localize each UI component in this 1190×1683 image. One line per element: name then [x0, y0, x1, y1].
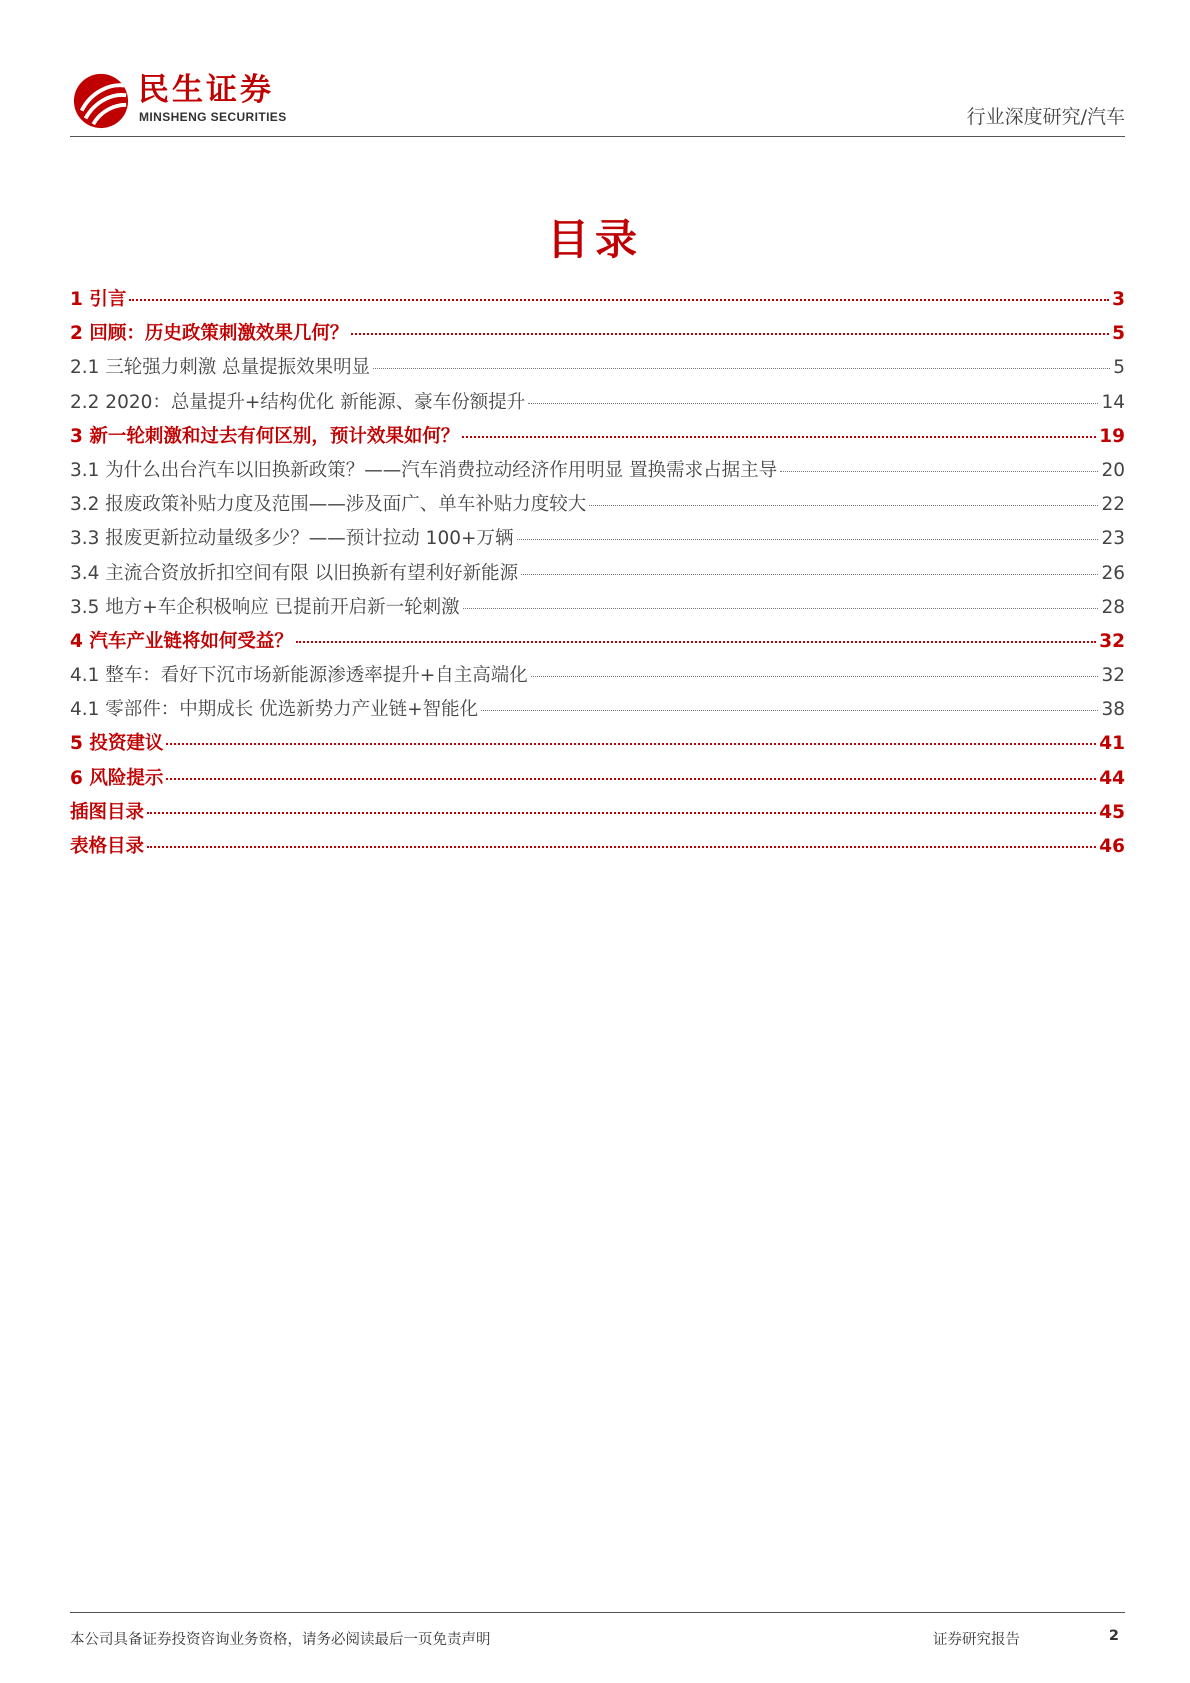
- toc-entry-label: 2.2 2020：总量提升+结构优化 新能源、豪车份额提升: [70, 391, 526, 413]
- toc-entry[interactable]: [70, 593, 1125, 627]
- footer-doc-type: 证券研究报告: [933, 1632, 1020, 1648]
- toc-entry-page: 38: [1101, 699, 1125, 721]
- toc-leader-dots: [517, 539, 1099, 540]
- toc-leader-dots: [129, 299, 1109, 301]
- toc-entry-label: 4.1 整车：看好下沉市场新能源渗透率提升+自主高端化: [70, 665, 528, 687]
- toc-title: 目录: [546, 215, 643, 264]
- toc-entry[interactable]: [70, 832, 1125, 866]
- toc-leader-dots: [147, 812, 1096, 814]
- toc-entry-page: 22: [1101, 494, 1125, 516]
- toc-entry[interactable]: [70, 319, 1125, 353]
- toc-entry[interactable]: [70, 388, 1125, 422]
- toc-entry-label: 插图目录: [70, 801, 145, 823]
- toc-entry-label: 3.1 为什么出台汽车以旧换新政策？——汽车消费拉动经济作用明显 置换需求占据主导: [70, 459, 778, 481]
- toc-entry-label: 3.3 报废更新拉动量级多少？——预计拉动 100+万辆: [70, 528, 514, 550]
- toc-entry[interactable]: [70, 695, 1125, 729]
- toc-entry[interactable]: [70, 798, 1125, 832]
- toc-leader-dots: [780, 471, 1098, 472]
- logo-chinese-name: 民生证券: [138, 72, 274, 108]
- toc-entry-label: 4 汽车产业链将如何受益？: [70, 630, 293, 652]
- toc-entry[interactable]: [70, 422, 1125, 456]
- toc-leader-dots: [166, 743, 1096, 745]
- minsheng-logo-icon: [72, 72, 130, 130]
- toc-entry-page: 44: [1099, 767, 1125, 789]
- header-divider: [70, 136, 1125, 137]
- toc-entry[interactable]: [70, 285, 1125, 319]
- toc-entry-page: 28: [1101, 596, 1125, 618]
- toc-entry-page: 26: [1101, 562, 1125, 584]
- toc-entry-page: 41: [1099, 733, 1125, 755]
- toc-entry-page: 45: [1099, 801, 1125, 823]
- toc-entry-label: 1 引言: [70, 289, 127, 310]
- toc-entry-label: 2 回顾：历史政策刺激效果几何？: [70, 323, 349, 345]
- toc-leader-dots: [463, 608, 1099, 609]
- toc-entry[interactable]: [70, 456, 1125, 490]
- toc-entry-label: 4.1 零部件：中期成长 优选新势力产业链+智能化: [70, 699, 479, 721]
- toc-entry-page: 46: [1099, 836, 1125, 857]
- footer-disclaimer: 本公司具备证券投资咨询业务资格，请务必阅读最后一页免责声明: [70, 1632, 491, 1648]
- toc-leader-dots: [147, 846, 1096, 848]
- toc-entry-label: 3 新一轮刺激和过去有何区别，预计效果如何？: [70, 425, 460, 447]
- toc-entry[interactable]: [70, 729, 1125, 763]
- toc-entry-page: 5: [1112, 323, 1125, 345]
- toc-entry[interactable]: [70, 353, 1125, 387]
- toc-entry[interactable]: [70, 524, 1125, 558]
- toc-entry-label: 3.5 地方+车企积极响应 已提前开启新一轮刺激: [70, 596, 460, 618]
- toc-leader-dots: [521, 574, 1098, 575]
- toc-leader-dots: [462, 436, 1096, 438]
- toc-entry-page: 19: [1099, 425, 1125, 447]
- page-number: 2: [1108, 1628, 1119, 1644]
- logo-english-name: MINSHENG SECURITIES: [139, 110, 287, 124]
- toc-entry-page: 20: [1101, 459, 1125, 481]
- company-logo: [70, 70, 360, 130]
- toc-entry-page: 3: [1112, 289, 1125, 310]
- toc-leader-dots: [589, 505, 1098, 506]
- toc-entry-label: 6 风险提示: [70, 767, 164, 789]
- toc-leader-dots: [531, 676, 1099, 677]
- toc-entry-page: 32: [1099, 630, 1125, 652]
- toc-entry[interactable]: [70, 490, 1125, 524]
- toc-leader-dots: [351, 333, 1109, 335]
- toc-entry-page: 14: [1101, 391, 1125, 413]
- toc-entry-page: 32: [1101, 665, 1125, 687]
- toc-leader-dots: [481, 710, 1098, 711]
- toc-entry[interactable]: [70, 661, 1125, 695]
- toc-entry-label: 3.4 主流合资放折扣空间有限 以旧换新有望利好新能源: [70, 562, 519, 584]
- toc-entry-page: 5: [1113, 357, 1125, 379]
- toc-leader-dots: [373, 368, 1110, 369]
- toc-entry-label: 5 投资建议: [70, 733, 164, 755]
- footer-divider: [70, 1612, 1125, 1613]
- toc-entry[interactable]: [70, 559, 1125, 593]
- toc-leader-dots: [528, 403, 1098, 404]
- page-header: [70, 60, 1125, 138]
- table-of-contents: [70, 285, 1125, 866]
- toc-entry-label: 3.2 报废政策补贴力度及范围——涉及面广、单车补贴力度较大: [70, 494, 587, 516]
- toc-entry-page: 23: [1101, 528, 1125, 550]
- toc-entry-label: 表格目录: [70, 836, 145, 857]
- toc-entry[interactable]: [70, 627, 1125, 661]
- toc-leader-dots: [296, 641, 1096, 643]
- report-category: 行业深度研究/汽车: [966, 106, 1125, 128]
- toc-leader-dots: [166, 778, 1096, 780]
- toc-entry-label: 2.1 三轮强力刺激 总量提振效果明显: [70, 357, 371, 379]
- toc-entry[interactable]: [70, 764, 1125, 798]
